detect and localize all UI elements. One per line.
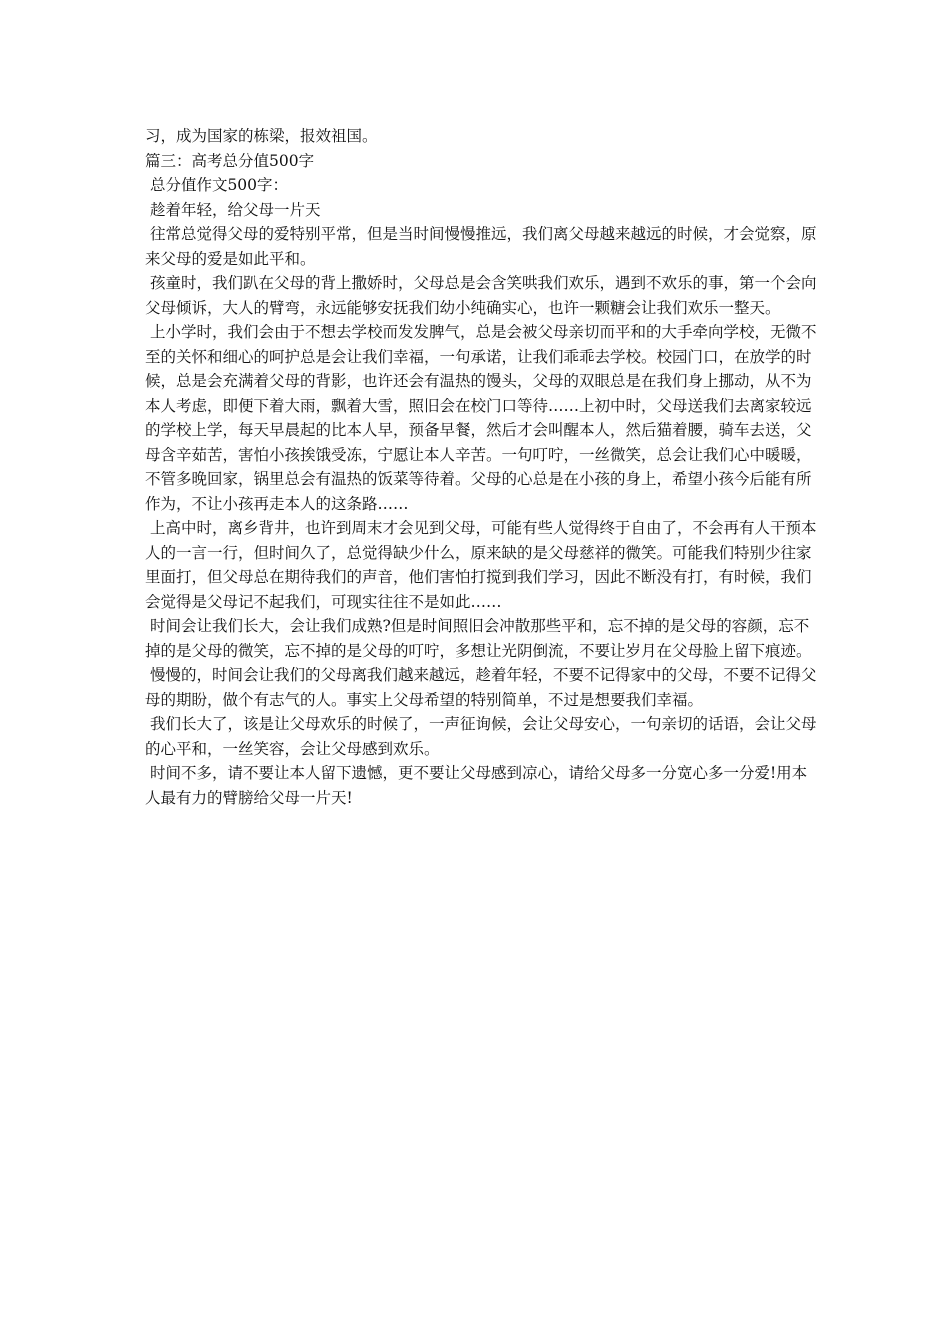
paragraph: 上小学时，我们会由于不想去学校而发发脾气，总是会被父母亲切而平和的大手牵向学校，无微不至的关怀和细心的呵护总是会让我们幸福，一句承诺，让我们乖乖去学校。校园门口，在放学的时候，总是会充满着父母的背影，也许还会有温热的馒头，父母的双眼总是在我们身上挪动，从不为本人考虑，即便下着大雨，飘着大雪，照旧会在校门口等待……上初中时，父母送我们去离家较远的学校上学，每天早晨起的比本人早，预备早餐，然后才会叫醒本人，然后猫着腰，骑车去送，父母含辛茹苦，害怕小孩挨饿受冻，宁愿让本人辛苦。一句叮咛，一丝微笑，总会让我们心中暖暖，不管多晚回家，锅里总会有温热的饭菜等待着。父母的心总是在小孩的身上，希望小孩今后能有所作为，不让小孩再走本人的这条路…… — [145, 323, 817, 513]
paragraph: 时间会让我们长大，会让我们成熟?但是时间照旧会冲散那些平和，忘不掉的是父母的容颜，忘不掉的是父母的微笑，忘不掉的是父母的叮咛，多想让光阴倒流，不要让岁月在父母脸上留下痕迹。 — [145, 617, 812, 660]
essay-subheading: 总分值作文500字： — [145, 176, 289, 194]
paragraph-continuation: 习，成为国家的栋梁，报效祖国。 — [145, 127, 378, 145]
paragraph: 慢慢的，时间会让我们的父母离我们越来越远，趁着年轻，不要不记得家中的父母，不要不记得父母的期盼，做个有志气的人。事实上父母希望的特别简单，不过是想要我们幸福。 — [145, 666, 817, 709]
paragraph: 上高中时，离乡背井，也许到周末才会见到父母，可能有些人觉得终于自由了，不会再有人干预本人的一言一行，但时间久了，总觉得缺少什么，原来缺的是父母慈祥的微笑。可能我们特别少往家里面打，但父母总在期待我们的声音，他们害怕打搅到我们学习，因此不断没有打，有时候，我们会觉得是父母记不起我们，可现实往往不是如此…… — [145, 519, 817, 611]
section-heading: 篇三：高考总分值500字 — [145, 151, 315, 170]
paragraph: 孩童时，我们趴在父母的背上撒娇时，父母总是会含笑哄我们欢乐，遇到不欢乐的事，第一个会向父母倾诉，大人的臂弯，永远能够安抚我们幼小纯确实心，也许一颗糖会让我们欢乐一整天。 — [145, 274, 817, 317]
paragraph: 我们长大了，该是让父母欢乐的时候了，一声征询候，会让父母安心，一句亲切的话语，会让父母的心平和，一丝笑容，会让父母感到欢乐。 — [145, 715, 817, 758]
paragraph: 往常总觉得父母的爱特别平常，但是当时间慢慢推远，我们离父母越来越远的时候，才会觉察，原来父母的爱是如此平和。 — [145, 225, 817, 268]
document-body — [145, 124, 817, 810]
essay-title: 趁着年轻，给父母一片天 — [145, 200, 321, 219]
paragraph: 时间不多，请不要让本人留下遗憾，更不要让父母感到凉心，请给父母多一分宽心多一分爱!用本人最有力的臂膀给父母一片天! — [145, 764, 808, 807]
